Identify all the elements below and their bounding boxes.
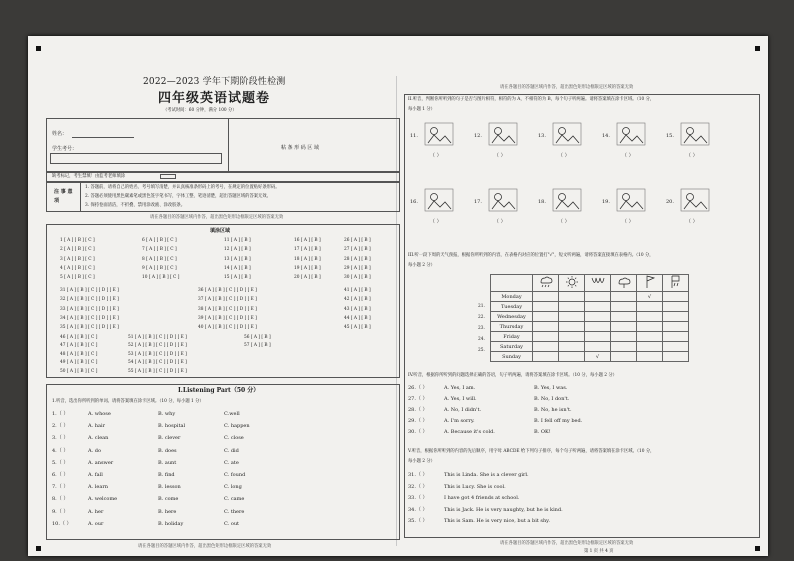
student-no-field[interactable]	[50, 153, 222, 164]
answer-blank[interactable]: （ ）	[494, 153, 506, 159]
question-number: 25.	[478, 348, 485, 353]
corner-mark	[36, 546, 41, 551]
weather-cell[interactable]	[585, 332, 611, 342]
answer-row[interactable]: 52 [ A ] [ B ] [ C ] [ D ] [ E ]	[128, 343, 187, 349]
answer-row[interactable]: 45 [ A ] [ B ]	[344, 325, 371, 331]
footer-note-left: 请在各题目的答题区域内作答，超出黑色矩形边框限定区域的答案无效	[138, 544, 272, 549]
picture-illustration	[680, 188, 710, 212]
picture-illustration	[616, 188, 646, 212]
weather-cell[interactable]	[533, 292, 559, 302]
option-b: B. lesson	[158, 484, 181, 491]
answer-row[interactable]: 7 [ A ] [ B ] [ C ]	[142, 247, 177, 253]
question-number[interactable]: 10.（ ）	[52, 520, 72, 527]
weather-cell[interactable]	[533, 302, 559, 312]
weather-cell[interactable]	[663, 292, 689, 302]
picture-illustration	[424, 122, 454, 146]
answer-row[interactable]: 57 [ A ] [ B ]	[244, 343, 271, 349]
top-note-right: 请在各题目的答题区域内作答，超出黑色矩形边框限定区域的答案无效	[500, 85, 634, 90]
question-number[interactable]: 9.（ ）	[52, 508, 69, 515]
option-c: C. happen	[224, 423, 250, 430]
picture-number: 15.	[666, 133, 674, 139]
answer-row[interactable]: 55 [ A ] [ B ] [ C ] [ D ] [ E ]	[128, 368, 187, 374]
answer-row[interactable]: 36 [ A ] [ B ] [ C ] [ D ] [ E ]	[198, 288, 257, 293]
option-c: C.well	[224, 411, 240, 417]
answer-row[interactable]: 48 [ A ] [ B ] [ C ]	[60, 351, 98, 357]
answer-blank[interactable]: （ ）	[622, 153, 634, 159]
day-label: Sunday	[491, 352, 533, 362]
part4-instruction: IV.听音，根据你所听到的问题选择正确的答语，句子听两遍，请将答案填在涂卡区域。（10 分，每小题 2 分）	[408, 373, 617, 378]
answer-row[interactable]: 2 [ A ] [ B ] [ C ]	[60, 247, 95, 253]
name-label: 姓名：	[52, 131, 68, 137]
weather-cell[interactable]	[611, 302, 637, 312]
barcode-area: 粘 条 形 码 区 域	[281, 145, 319, 151]
sentence: I have got 4 friends at school.	[444, 495, 520, 501]
answer-row[interactable]: 30 [ A ] [ B ]	[344, 275, 371, 281]
answer-row[interactable]: 12 [ A ] [ B ]	[224, 247, 251, 253]
answer-row[interactable]: 27 [ A ] [ B ]	[344, 247, 371, 253]
answer-row[interactable]: 40 [ A ] [ B ] [ C ] [ D ] [ E ]	[198, 325, 257, 331]
weather-cell[interactable]	[533, 332, 559, 342]
day-label: Saturday	[491, 342, 533, 352]
option-c: C. ate	[224, 459, 239, 466]
option-a: A. Because it's cold.	[444, 429, 495, 435]
answer-row[interactable]: 28 [ A ] [ B ]	[344, 256, 371, 262]
answer-row[interactable]: 32 [ A ] [ B ] [ C ] [ D ] [ E ]	[60, 297, 119, 303]
answer-blank[interactable]: （ ）	[558, 153, 570, 159]
question-number: 24.	[478, 337, 485, 342]
answer-row[interactable]: 38 [ A ] [ B ] [ C ] [ D ] [ E ]	[198, 306, 257, 312]
table-row	[491, 322, 689, 332]
answer-row[interactable]: 18 [ A ] [ B ]	[294, 256, 321, 262]
day-label: Wednesday	[491, 312, 533, 322]
picture-number: 11.	[410, 133, 418, 139]
answer-row[interactable]: 56 [ A ] [ B ]	[244, 335, 271, 340]
weather-cell[interactable]	[663, 312, 689, 322]
option-a: A. her	[88, 508, 104, 515]
sun-icon	[559, 275, 585, 292]
option-c: C. found	[224, 472, 246, 478]
answer-row[interactable]: 3 [ A ] [ B ] [ C ]	[60, 256, 95, 262]
table-row	[491, 342, 689, 352]
weather-cell[interactable]	[637, 342, 663, 352]
sentence: This is Lucy. She is cool.	[444, 483, 506, 490]
option-b: B. clever	[158, 435, 181, 442]
weather-cell[interactable]	[559, 322, 585, 332]
answer-row[interactable]: 14 [ A ] [ B ]	[224, 265, 251, 271]
question-number[interactable]: 8.（ ）	[52, 496, 69, 503]
notice-item: 1. 答题前，请将自己的姓名、考号填写清楚，并认真核准条形码上的考号，在规定的位置贴好条形码。	[85, 185, 280, 190]
answer-row[interactable]: 41 [ A ] [ B ]	[344, 288, 371, 293]
answer-row[interactable]: 17 [ A ] [ B ]	[294, 247, 321, 253]
picture-number: 17.	[474, 199, 482, 205]
question-number[interactable]: 3.（ ）	[52, 435, 69, 442]
picture-number: 14.	[602, 133, 610, 139]
question-number[interactable]: 29.（ ）	[408, 418, 428, 424]
answer-blank[interactable]: （ ）	[622, 219, 634, 225]
question-number: 23.	[478, 326, 485, 331]
answer-blank[interactable]: （ ）	[686, 219, 698, 225]
answer-blank[interactable]: （ ）	[686, 153, 698, 159]
option-a: A. Yes, I will.	[444, 396, 477, 402]
answer-row[interactable]: 54 [ A ] [ B ] [ C ] [ D ] [ E ]	[128, 360, 187, 366]
weather-table[interactable]	[490, 274, 689, 362]
answer-row[interactable]: 43 [ A ] [ B ]	[344, 306, 371, 312]
answer-row[interactable]: 42 [ A ] [ B ]	[344, 297, 371, 303]
exam-title: 四年级英语试题卷	[158, 91, 271, 106]
option-b: B. does	[158, 447, 177, 454]
answer-row[interactable]: 47 [ A ] [ B ] [ C ]	[60, 343, 98, 349]
answer-row[interactable]: 34 [ A ] [ B ] [ C ] [ D ] [ E ]	[60, 315, 119, 321]
option-c: C. did	[224, 447, 239, 454]
weather-cell[interactable]	[663, 352, 689, 362]
question-number: 21.	[478, 304, 485, 309]
weather-cell[interactable]	[637, 352, 663, 362]
option-c: C. out	[224, 520, 240, 527]
answer-blank[interactable]: （ ）	[430, 153, 442, 159]
answer-blank[interactable]: （ ）	[494, 219, 506, 225]
answer-row[interactable]: 13 [ A ] [ B ]	[224, 256, 251, 262]
option-a: A. answer	[88, 459, 114, 466]
student-no-label: 学生考号：	[52, 146, 78, 152]
weather-cell[interactable]	[637, 322, 663, 332]
option-c: C. came	[224, 496, 245, 503]
exam-info: （考试时间：60 分钟，满分 100 分）	[163, 108, 237, 113]
weather-cell[interactable]	[559, 292, 585, 302]
answer-row[interactable]: 31 [ A ] [ B ] [ C ] [ D ] [ E ]	[60, 288, 119, 293]
name-field[interactable]	[72, 137, 134, 138]
option-b: B. holiday	[158, 520, 184, 527]
picture-number: 12.	[474, 133, 482, 139]
question-number[interactable]: 28.（ ）	[408, 407, 428, 413]
option-b: B. No, he isn't.	[534, 407, 572, 413]
question-number[interactable]: 33.（ ）	[408, 495, 428, 501]
picture-number: 19.	[602, 199, 610, 205]
answer-row[interactable]: 4 [ A ] [ B ] [ C ]	[60, 265, 95, 271]
answer-row[interactable]: 10 [ A ] [ B ] [ C ]	[142, 275, 180, 281]
answer-row[interactable]: 8 [ A ] [ B ] [ C ]	[142, 256, 177, 262]
cloud-icon	[611, 275, 637, 292]
weather-cell[interactable]	[611, 332, 637, 342]
question-number[interactable]: 1.（ ）	[52, 411, 69, 417]
weather-cell[interactable]	[637, 312, 663, 322]
answer-row[interactable]: 20 [ A ] [ B ]	[294, 275, 321, 281]
question-number[interactable]: 31.（ ）	[408, 472, 428, 478]
corner-mark	[755, 546, 760, 551]
answer-row[interactable]: 6 [ A ] [ B ] [ C ]	[142, 238, 177, 243]
answer-row[interactable]: 39 [ A ] [ B ] [ C ] [ D ] [ E ]	[198, 315, 257, 321]
weather-cell[interactable]	[663, 322, 689, 332]
weather-cell[interactable]	[611, 352, 637, 362]
option-c: C. there	[224, 508, 245, 515]
picture-number: 16.	[410, 199, 418, 205]
picture-number: 13.	[538, 133, 546, 139]
option-a: A. Yes, I am.	[444, 385, 476, 391]
sentence: This is Jack. He is very naughty, but he is kind.	[444, 506, 563, 513]
weather-cell[interactable]	[533, 342, 559, 352]
answer-row[interactable]: 51 [ A ] [ B ] [ C ] [ D ] [ E ]	[128, 335, 187, 340]
day-label: Monday	[491, 292, 533, 302]
weather-cell[interactable]	[611, 322, 637, 332]
weather-cell[interactable]	[559, 342, 585, 352]
weather-cell[interactable]	[663, 342, 689, 352]
weather-cell[interactable]	[637, 302, 663, 312]
answer-row[interactable]: 49 [ A ] [ B ] [ C ]	[60, 360, 98, 366]
weather-cell[interactable]	[637, 332, 663, 342]
option-a: A. No, I didn't.	[444, 407, 482, 413]
weather-cell[interactable]	[585, 292, 611, 302]
answer-row[interactable]: 37 [ A ] [ B ] [ C ] [ D ] [ E ]	[198, 297, 257, 303]
question-number[interactable]: 7.（ ）	[52, 484, 69, 491]
answer-row[interactable]: 16 [ A ] [ B ]	[294, 238, 321, 243]
option-a: A. do	[88, 447, 102, 454]
answer-row[interactable]: 35 [ A ] [ B ] [ C ] [ D ] [ E ]	[60, 325, 119, 331]
part5-instruction: 每小题 2 分）	[408, 459, 435, 464]
weather-cell[interactable]	[663, 302, 689, 312]
option-a: A. I'm sorry.	[444, 418, 475, 424]
answer-blank[interactable]: （ ）	[558, 219, 570, 225]
question-number[interactable]: 6.（ ）	[52, 472, 69, 478]
option-b: B. aunt	[158, 459, 177, 466]
sentence: This is Linda. She is a clever girl.	[444, 472, 529, 478]
day-label: Tuesday	[491, 302, 533, 312]
answer-row[interactable]: 29 [ A ] [ B ]	[344, 265, 371, 271]
question-number: 22.	[478, 315, 485, 320]
option-c: C. close	[224, 435, 244, 442]
answer-row[interactable]: 53 [ A ] [ B ] [ C ] [ D ] [ E ]	[128, 351, 187, 357]
flag-icon	[637, 275, 663, 292]
question-number[interactable]: 32.（ ）	[408, 483, 428, 490]
footer-note-right: 请在各题目的答题区域内作答，超出黑色矩形边框限定区域的答案无效	[500, 541, 634, 546]
border-note: 请在各题目的答题区域内作答，超出黑色矩形边框限定区域的答案无效	[150, 215, 284, 220]
question-number[interactable]: 27.（ ）	[408, 396, 428, 402]
absent-mark-label: 缺考标记，考生禁填！由监考老师填涂	[52, 174, 126, 179]
part5-instruction: V.听音，根据你所听到的内容的先后顺序，用字母 ABCDE 给下列句子排序，每个句子听两遍，请将答案填在涂卡区域。（10 分，	[408, 449, 655, 454]
table-row	[491, 332, 689, 342]
option-a: A. learn	[88, 484, 108, 491]
weather-cell[interactable]	[663, 332, 689, 342]
weather-cell[interactable]: √	[585, 352, 611, 362]
picture-illustration	[488, 122, 518, 146]
answer-row[interactable]: 9 [ A ] [ B ] [ C ]	[142, 265, 177, 271]
fill-area-title: 填涂区域	[210, 228, 231, 234]
answer-row[interactable]: 26 [ A ] [ B ]	[344, 238, 371, 243]
question-number[interactable]: 30.（ ）	[408, 429, 428, 435]
corner-mark	[755, 46, 760, 51]
exam-sheet	[28, 36, 768, 556]
notice-item: 2. 答题必须使用黑色碳素笔或黑色签字笔书写，字体工整、笔迹清楚，超出答题区域的答案无效。	[85, 194, 271, 199]
picture-illustration	[488, 188, 518, 212]
answer-row[interactable]: 1 [ A ] [ B ] [ C ]	[60, 238, 95, 243]
table-row	[491, 302, 689, 312]
option-b: B. come	[158, 496, 179, 503]
answer-row[interactable]: 50 [ A ] [ B ] [ C ]	[60, 368, 98, 374]
picture-illustration	[424, 188, 454, 212]
weather-cell[interactable]	[559, 312, 585, 322]
answer-row[interactable]: 5 [ A ] [ B ] [ C ]	[60, 275, 95, 281]
weather-cell[interactable]	[611, 312, 637, 322]
answer-row[interactable]: 19 [ A ] [ B ]	[294, 265, 321, 271]
cloud-rain-icon	[533, 275, 559, 292]
exam-title-line1: 2022—2023 学年下期阶段性检测	[143, 77, 286, 87]
picture-number: 20.	[666, 199, 674, 205]
picture-number: 18.	[538, 199, 546, 205]
part3-instruction: 每小题 2 分）	[408, 263, 435, 268]
weather-cell[interactable]	[533, 322, 559, 332]
picture-illustration	[680, 122, 710, 146]
answer-blank[interactable]: （ ）	[430, 219, 442, 225]
part1-heading: I.Listening Part（50 分）	[178, 387, 260, 394]
option-a: A. hair	[88, 423, 105, 430]
option-a: A. fall	[88, 472, 103, 478]
question-number[interactable]: 34.（ ）	[408, 506, 428, 513]
notice-item: 3. 保持卷面清洁，不折叠、禁用涂改液、涂改胶条。	[85, 203, 185, 208]
weather-cell[interactable]	[559, 352, 585, 362]
wind-icon	[585, 275, 611, 292]
part3-instruction: III.听一段下周的天气预报，根据你所听到的内容，在表格内对应的位置打"√"，短文听两遍，请将答案直接填在表格内。（10 分，	[408, 253, 654, 258]
question-number[interactable]: 4.（ ）	[52, 447, 69, 454]
weather-cell[interactable]	[585, 312, 611, 322]
day-label: Friday	[491, 332, 533, 342]
table-corner	[491, 275, 533, 292]
weather-cell[interactable]	[559, 332, 585, 342]
option-b: B. hospital	[158, 423, 186, 430]
picture-illustration	[616, 122, 646, 146]
part2-instruction: 每小题 1 分）	[408, 107, 435, 112]
weather-cell[interactable]: √	[637, 292, 663, 302]
weather-cell[interactable]	[559, 302, 585, 312]
sentence: This is Sam. He is very nice, but a bit shy.	[444, 518, 550, 524]
option-b: B. I fell off my bed.	[534, 418, 583, 424]
option-a: A. welcome	[88, 496, 118, 503]
part2-instruction: II.听音，判断你所听到的句子是否与图片相符，相符的为 A，不相符的为 B，每个句子听两遍。请将答案填在涂卡区域。（10 分，	[408, 97, 655, 102]
question-number[interactable]: 5.（ ）	[52, 459, 69, 466]
option-b: B. Yes, I was.	[534, 385, 568, 391]
table-row	[491, 312, 689, 322]
weather-cell[interactable]	[533, 312, 559, 322]
option-c: C. long	[224, 484, 242, 491]
option-b: B. No, I don't.	[534, 396, 570, 402]
weather-cell[interactable]	[533, 352, 559, 362]
part1-instruction: 1.听音，选出你所听到的单词。请将答案填在涂卡区域。（10 分，每小题 1 分）	[52, 399, 204, 404]
question-number[interactable]: 2.（ ）	[52, 423, 69, 430]
weather-cell[interactable]	[585, 302, 611, 312]
answer-row[interactable]: 11 [ A ] [ B ]	[224, 238, 251, 243]
weather-cell[interactable]	[585, 342, 611, 352]
rain-icon	[663, 275, 689, 292]
option-b: B. OK!	[534, 429, 551, 435]
picture-illustration	[552, 188, 582, 212]
answer-row[interactable]: 33 [ A ] [ B ] [ C ] [ D ] [ E ]	[60, 306, 119, 312]
page-number: 第 1 页 共 4 页	[584, 549, 614, 554]
day-label: Thursday	[491, 322, 533, 332]
notice-label: 注 事 意 项	[54, 189, 73, 204]
option-a: A. our	[88, 520, 104, 527]
absent-mark-box[interactable]	[160, 174, 176, 179]
question-number[interactable]: 26.（ ）	[408, 385, 428, 391]
option-b: B. here	[158, 508, 177, 515]
answer-row[interactable]: 44 [ A ] [ B ]	[344, 315, 371, 321]
option-b: B. find	[158, 472, 175, 478]
corner-mark	[36, 46, 41, 51]
weather-cell[interactable]	[611, 342, 637, 352]
answer-row[interactable]: 15 [ A ] [ B ]	[224, 275, 251, 281]
question-number[interactable]: 35.（ ）	[408, 518, 428, 524]
picture-illustration	[552, 122, 582, 146]
table-row	[491, 292, 689, 302]
weather-cell[interactable]	[585, 322, 611, 332]
option-b: B. why	[158, 411, 176, 417]
weather-cell[interactable]	[611, 292, 637, 302]
answer-row[interactable]: 46 [ A ] [ B ] [ C ]	[60, 335, 98, 340]
option-a: A. whose	[88, 411, 111, 417]
table-row	[491, 352, 689, 362]
option-a: A. clean	[88, 435, 109, 442]
